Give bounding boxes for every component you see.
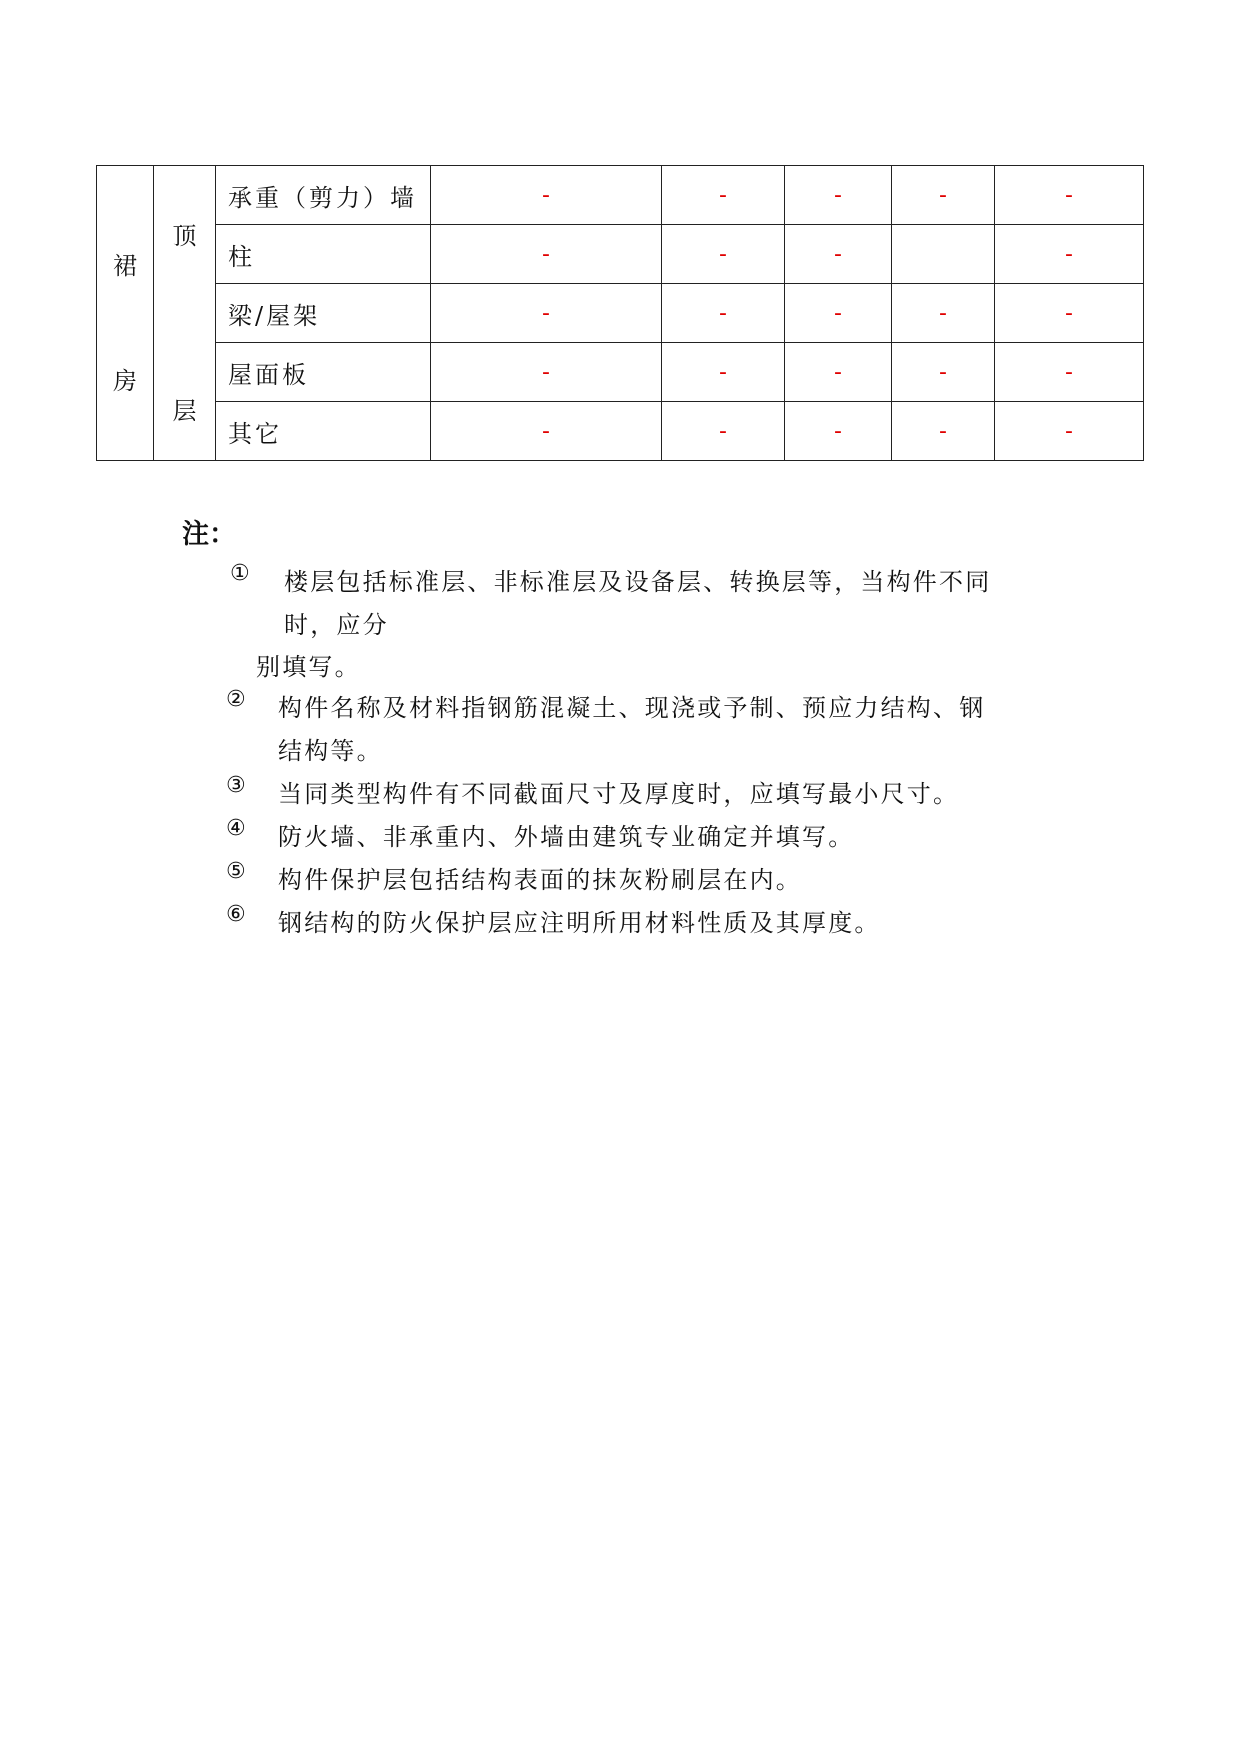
note-item — [182, 816, 1004, 859]
note-item — [182, 561, 1004, 687]
table-row — [97, 343, 1144, 402]
table-cell: - — [431, 284, 662, 343]
table-cell: - — [785, 166, 892, 225]
table-cell: - — [785, 284, 892, 343]
group-outer-char: 房 — [113, 367, 137, 395]
table-cell: - — [892, 284, 995, 343]
note-item — [182, 773, 1004, 816]
table-row — [97, 284, 1144, 343]
note-text: 构件名称及材料指钢筋混凝土、现浇或予制、预应力结构、钢结构等。 — [278, 694, 986, 765]
table-cell: - — [785, 225, 892, 284]
note-item — [182, 902, 1004, 945]
table-cell: - — [662, 402, 785, 461]
table-cell: - — [785, 343, 892, 402]
note-number: ⑥ — [226, 902, 246, 927]
note-text-continued: 别填写。 — [256, 653, 361, 681]
notes-section — [182, 512, 1004, 945]
table-cell: - — [662, 166, 785, 225]
table-cell: - — [785, 402, 892, 461]
table-cell: - — [995, 284, 1144, 343]
notes-heading: 注： — [182, 519, 236, 550]
note-number: ② — [226, 687, 246, 712]
component-table — [96, 165, 1144, 461]
note-number: ⑤ — [226, 859, 246, 884]
component-name: 梁/屋架 — [216, 284, 431, 343]
table-cell: - — [892, 166, 995, 225]
table-row — [97, 166, 1144, 225]
group-outer-char: 裙 — [113, 252, 137, 280]
table-cell: - — [662, 284, 785, 343]
note-text: 钢结构的防火保护层应注明所用材料性质及其厚度。 — [278, 909, 881, 937]
note-number: ④ — [226, 816, 246, 841]
note-number: ③ — [226, 773, 246, 798]
component-name: 柱 — [216, 225, 431, 284]
table-cell: - — [662, 343, 785, 402]
table-cell: - — [995, 225, 1144, 284]
table-cell: - — [892, 402, 995, 461]
table-cell: - — [892, 343, 995, 402]
table-cell — [892, 225, 995, 284]
note-item — [182, 687, 1004, 773]
table-cell: - — [431, 225, 662, 284]
table-cell: - — [662, 225, 785, 284]
table-cell: - — [431, 166, 662, 225]
component-name: 承重（剪力）墙 — [216, 166, 431, 225]
table-cell: - — [995, 166, 1144, 225]
table-row — [97, 225, 1144, 284]
component-name: 其它 — [216, 402, 431, 461]
note-number: ① — [230, 561, 250, 586]
note-text: 构件保护层包括结构表面的抹灰粉刷层在内。 — [278, 866, 802, 894]
group-inner-char: 层 — [172, 397, 197, 425]
note-text: 当同类型构件有不同截面尺寸及厚度时，应填写最小尺寸。 — [278, 780, 960, 808]
table-cell: - — [431, 343, 662, 402]
note-text: 楼层包括标准层、非标准层及设备层、转换层等，当构件不同时，应分 — [284, 568, 992, 639]
group-inner-char: 顶 — [172, 222, 197, 250]
note-text: 防火墙、非承重内、外墙由建筑专业确定并填写。 — [278, 823, 855, 851]
table-cell: - — [995, 343, 1144, 402]
table-row — [97, 402, 1144, 461]
table-cell: - — [431, 402, 662, 461]
group-label-outer — [97, 166, 154, 461]
group-label-inner — [154, 166, 216, 461]
note-item — [182, 859, 1004, 902]
table-cell: - — [995, 402, 1144, 461]
component-name: 屋面板 — [216, 343, 431, 402]
